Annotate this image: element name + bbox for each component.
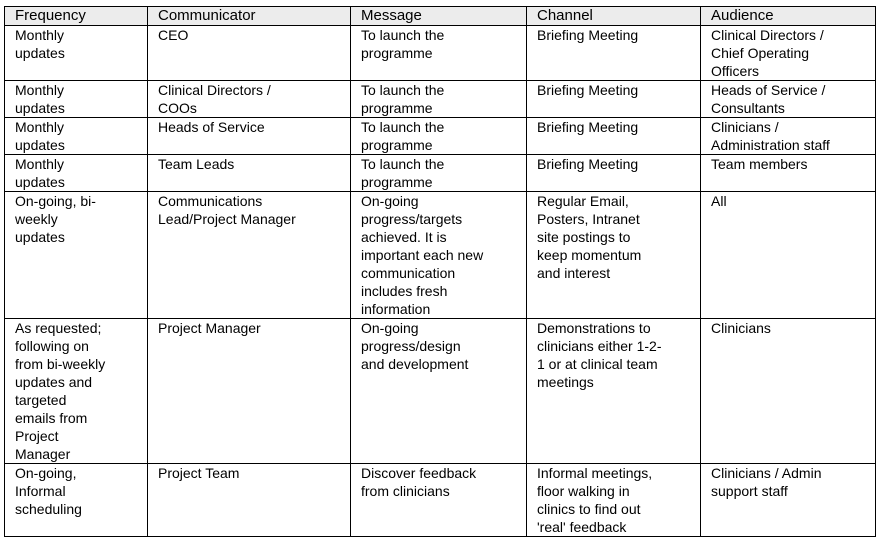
header-audience: Audience bbox=[701, 7, 876, 26]
cell-frequency: On-going, bi- weekly updates bbox=[5, 192, 148, 319]
cell-message: Discover feedback from clinicians bbox=[351, 464, 527, 537]
cell-communicator: Team Leads bbox=[148, 155, 351, 192]
cell-channel: Briefing Meeting bbox=[527, 26, 701, 81]
cell-message: On-going progress/design and development bbox=[351, 319, 527, 464]
cell-message: To launch the programme bbox=[351, 81, 527, 118]
cell-communicator: Project Team bbox=[148, 464, 351, 537]
cell-audience: Clinicians / Administration staff bbox=[701, 118, 876, 155]
cell-message: To launch the programme bbox=[351, 26, 527, 81]
cell-frequency: As requested; following on from bi-weekly updates and targeted emails from Project Manager bbox=[5, 319, 148, 464]
cell-communicator: Project Manager bbox=[148, 319, 351, 464]
cell-communicator: Heads of Service bbox=[148, 118, 351, 155]
cell-frequency: Monthly updates bbox=[5, 118, 148, 155]
table-row bbox=[5, 26, 876, 81]
cell-message: On-going progress/targets achieved. It is important each new communication includes fresh information bbox=[351, 192, 527, 319]
cell-channel: Briefing Meeting bbox=[527, 81, 701, 118]
cell-audience: Heads of Service / Consultants bbox=[701, 81, 876, 118]
header-channel: Channel bbox=[527, 7, 701, 26]
cell-communicator: CEO bbox=[148, 26, 351, 81]
header-frequency: Frequency bbox=[5, 7, 148, 26]
cell-channel: Demonstrations to clinicians either 1-2- 1 or at clinical team meetings bbox=[527, 319, 701, 464]
table-row bbox=[5, 319, 876, 464]
cell-audience: Clinical Directors / Chief Operating Officers bbox=[701, 26, 876, 81]
communications-plan-table bbox=[4, 6, 876, 537]
cell-audience: Team members bbox=[701, 155, 876, 192]
cell-communicator: Clinical Directors / COOs bbox=[148, 81, 351, 118]
cell-frequency: On-going, Informal scheduling bbox=[5, 464, 148, 537]
table-row bbox=[5, 192, 876, 319]
table-row bbox=[5, 118, 876, 155]
cell-frequency: Monthly updates bbox=[5, 155, 148, 192]
cell-channel: Briefing Meeting bbox=[527, 118, 701, 155]
cell-channel: Informal meetings, floor walking in clinics to find out 'real' feedback bbox=[527, 464, 701, 537]
table-header-row bbox=[5, 7, 876, 26]
cell-message: To launch the programme bbox=[351, 155, 527, 192]
cell-message: To launch the programme bbox=[351, 118, 527, 155]
cell-audience: Clinicians / Admin support staff bbox=[701, 464, 876, 537]
cell-channel: Regular Email, Posters, Intranet site postings to keep momentum and interest bbox=[527, 192, 701, 319]
table-row bbox=[5, 81, 876, 118]
cell-audience: Clinicians bbox=[701, 319, 876, 464]
cell-frequency: Monthly updates bbox=[5, 26, 148, 81]
cell-communicator: Communications Lead/Project Manager bbox=[148, 192, 351, 319]
cell-channel: Briefing Meeting bbox=[527, 155, 701, 192]
header-message: Message bbox=[351, 7, 527, 26]
cell-audience: All bbox=[701, 192, 876, 319]
header-communicator: Communicator bbox=[148, 7, 351, 26]
table-row bbox=[5, 464, 876, 537]
cell-frequency: Monthly updates bbox=[5, 81, 148, 118]
table-row bbox=[5, 155, 876, 192]
